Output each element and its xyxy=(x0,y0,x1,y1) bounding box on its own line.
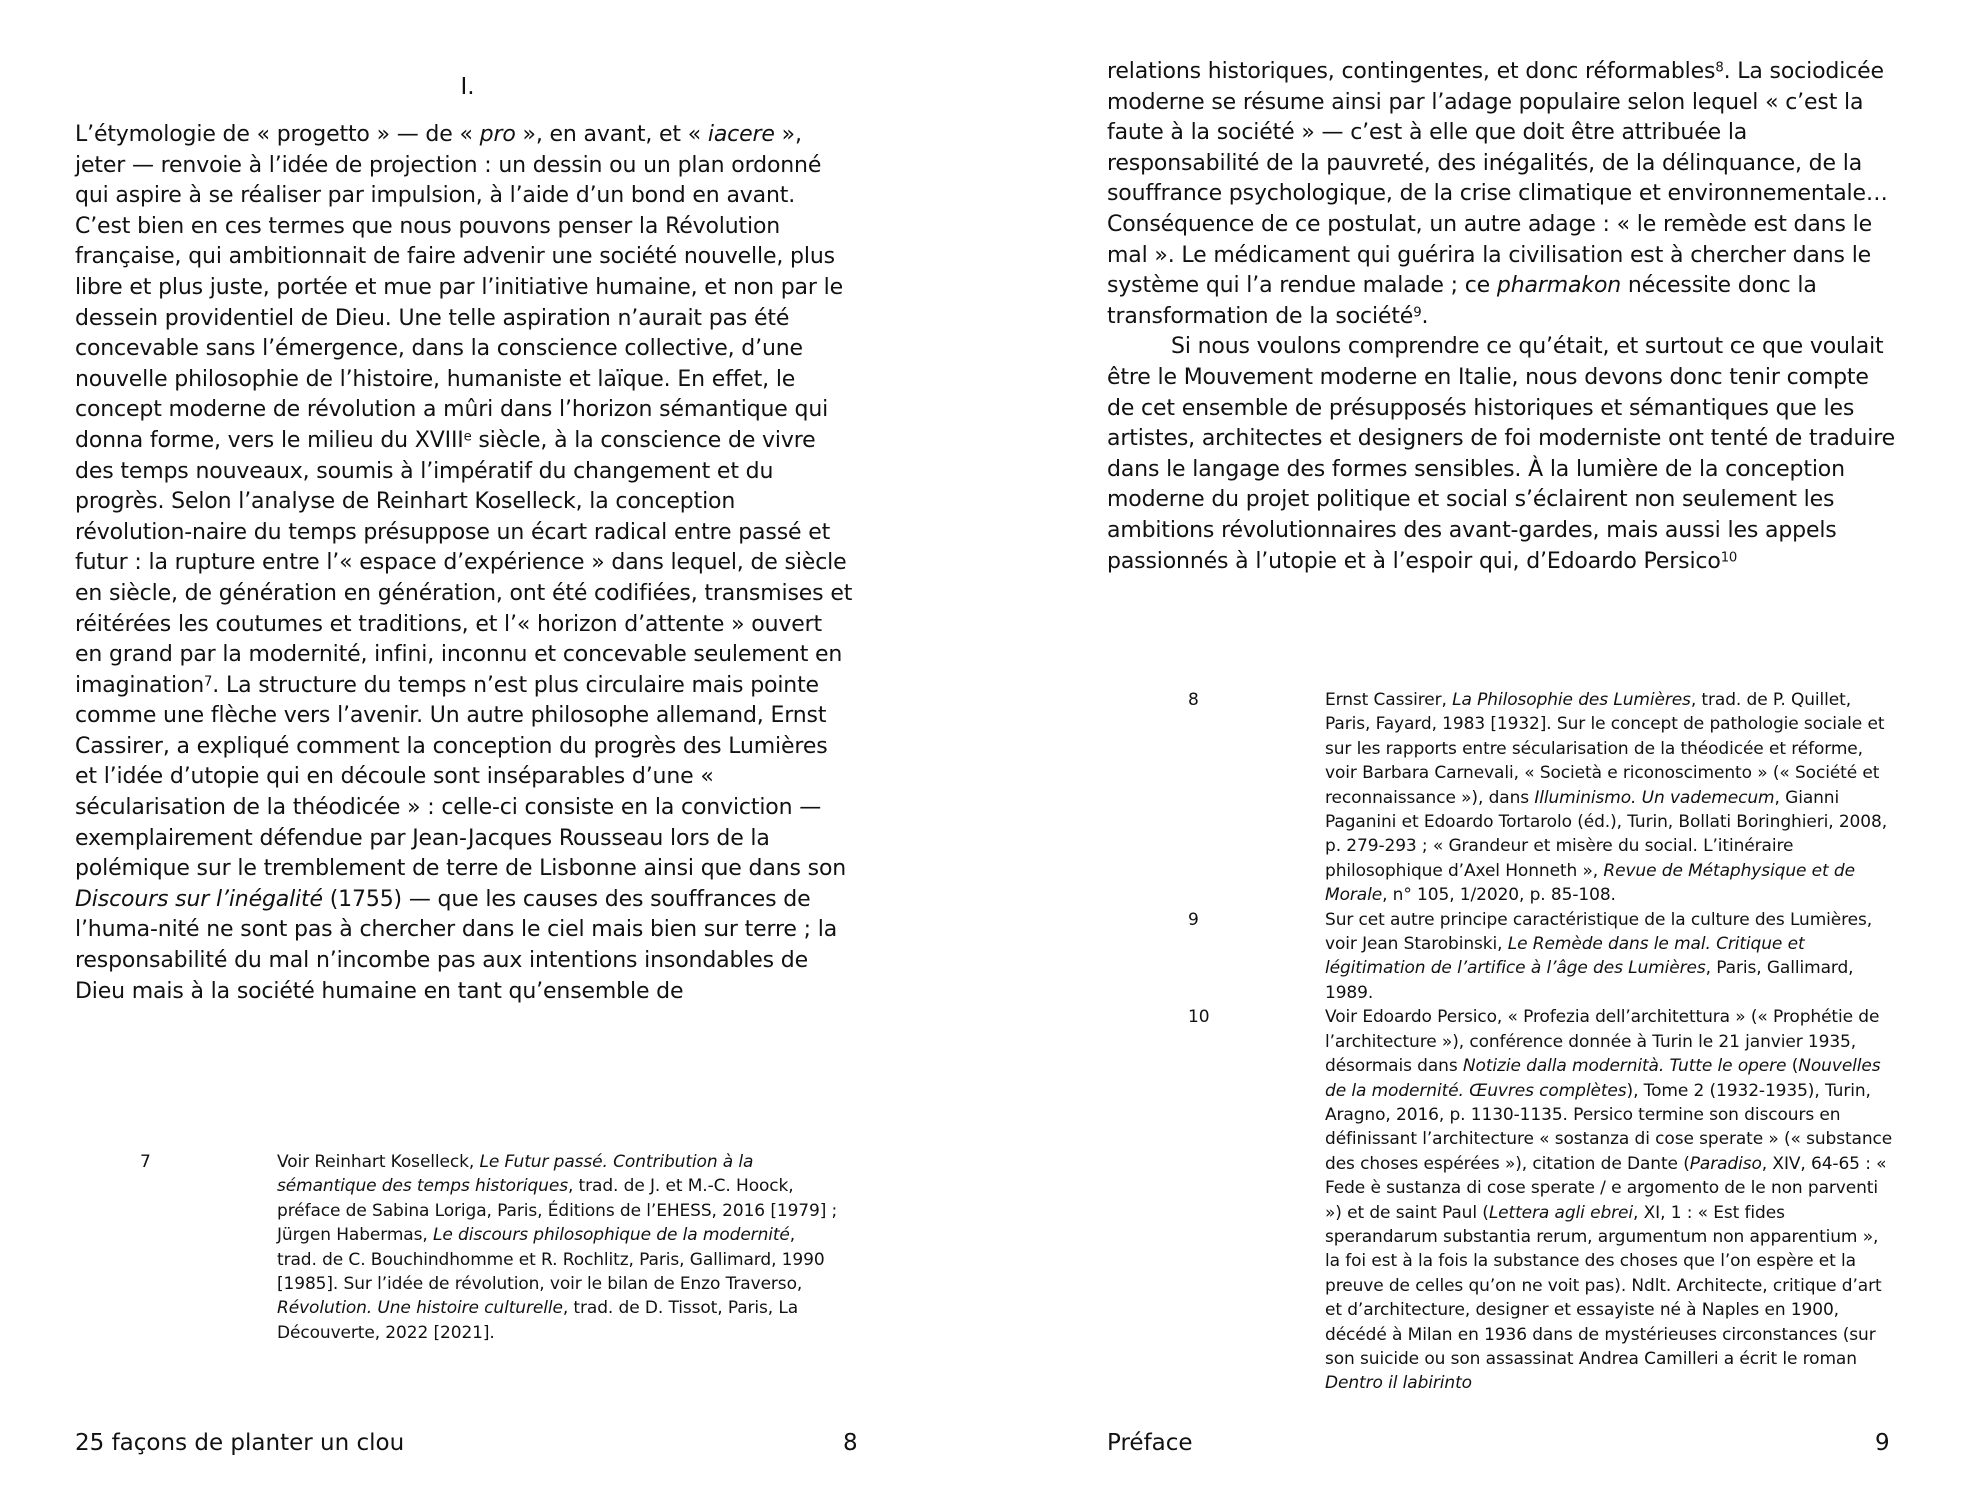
footnote-8 xyxy=(1188,688,1894,908)
footnote-number: 7 xyxy=(140,1152,151,1172)
running-head-left: 25 façons de planter un clou xyxy=(75,1430,405,1456)
right-body-paragraph-1: relations historiques, contingentes, et donc réformables$^8$. La sociodicée moderne se résume ainsi par l’adage populaire selon lequel « c’est la faute à la société » — c’est à elle que doit être attribuée la responsabilité de la pauvreté, des inégalités, de la délinquance, de la souffrance psychologique, de la crise climatique et environnementale… Conséquence de ce postulat, un autre adage : « le remède est dans le mal ». Le médicament qui guérira la civilisation est à chercher dans le système qui l’a rendue malade ; ce pharmakon nécessite donc la transformation de la société$^9$. xyxy=(1107,59,1888,329)
page-number-right: 9 xyxy=(1875,1430,1890,1456)
right-page xyxy=(984,0,1968,1496)
running-head-right: Préface xyxy=(1107,1430,1193,1456)
right-body-paragraph-2: Si nous voulons comprendre ce qu’était, et surtout ce que voulait être le Mouvement moderne en Italie, nous devons donc tenir compte de cet ensemble de présupposés historiques et sémantiques que les artistes, architectes et designers de foi moderniste ont tenté de traduire dans le langage des formes sensibles. À la lumière de la conception moderne du projet politique et social s’éclairent non seulement les ambitions révolutionnaires des avant-gardes, mais aussi les appels passionnés à l’utopie et à l’espoir qui, d’Edoardo Persico$^{10}$ xyxy=(1107,334,1896,574)
footnote-number: 8 xyxy=(1188,690,1199,710)
footnote-text: Voir Edoardo Persico, « Profezia dell’architettura » (« Prophétie de l’architecture »), conférence donnée à Turin le 21 janvier 1935, désormais dans Notizie dalla modernità. Tutte le opere (Nouvelles de la modernité. Œuvres complètes), Tome 2 (1932-1935), Turin, Aragno, 2016, p. 1130-1135. Persico termine son discours en définissant l’architecture « sostanza di cose sperate » (« substance des choses espérées »), citation de Dante (Paradiso, XIV, 64-65 : « Fede è sustanza di cose sperate / e argomento de le non parventi ») et de saint Paul (Lettera agli ebrei, XI, 1 : « Est fides sperandarum substantia rerum, argumentum non apparentium », la foi est à la fois la substance des choses que l’on espère et la preuve de celles qu’on ne voit pas). Ndlt. Architecte, critique d’art et d’architecture, designer et essayiste né à Naples en 1900, décédé à Milan en 1936 dans de mystérieuses circonstances (sur son suicide ou son assassinat Andrea Camilleri a écrit le roman Dentro il labirinto xyxy=(1325,1007,1893,1394)
left-footnotes xyxy=(140,1150,840,1345)
footnote-9 xyxy=(1188,908,1894,1006)
left-body-text xyxy=(75,120,853,1007)
footnote-text: Ernst Cassirer, La Philosophie des Lumières, trad. de P. Quillet, Paris, Fayard, 1983 [1932]. Sur le concept de pathologie sociale et sur les rapports entre sécularisation de la théodicée et réforme, voir Barbara Carnevali, « Società e riconoscimento » (« Société et reconnaissance »), dans Illuminismo. Un vademecum, Gianni Paganini et Edoardo Tortarolo (éd.), Turin, Bollati Boringhieri, 2008, p. 279-293 ; « Grandeur et misère du social. L’itinéraire philosophique d’Axel Honneth », Revue de Métaphysique et de Morale, n° 105, 1/2020, p. 85-108. xyxy=(1325,690,1887,906)
left-body-paragraph: L’étymologie de « progetto » — de « pro », en avant, et « iacere », jeter — renvoie à l’idée de projection : un dessin ou un plan ordonné qui aspire à se réaliser par impulsion, à l’aide d’un bond en avant. C’est bien en ces termes que nous pouvons penser la Révolution française, qui ambitionnait de faire advenir une société nouvelle, plus libre et plus juste, portée et mue par l’initiative humaine, et non par le dessein providentiel de Dieu. Une telle aspiration n’aurait pas été concevable sans l’émergence, dans la conscience collective, d’une nouvelle philosophie de l’histoire, humaniste et laïque. En effet, le concept moderne de révolution a mûri dans l’horizon sémantique qui donna forme, vers le milieu du XVIIIe siècle, à la conscience de vivre des temps nouveaux, soumis à l’impératif du changement et du progrès. Selon l’analyse de Reinhart Koselleck, la conception révolution-naire du temps présuppose un écart radical entre passé et futur : la rupture entre l’« espace d’expérience » dans lequel, de siècle en siècle, de génération en génération, ont été codifiées, transmises et réitérées les coutumes et traditions, et l’« horizon d’attente » ouvert en grand par la modernité, infini, inconnu et concevable seulement en imagination$^7$. La structure du temps n’est plus circulaire mais pointe comme une flèche vers l’avenir. Un autre philosophe allemand, Ernst Cassirer, a expliqué comment la conception du progrès des Lumières et l’idée d’utopie qui en découle sont inséparables d’une « sécularisation de la théodicée » : celle-ci consiste en la conviction — exemplairement défendue par Jean-Jacques Rousseau lors de la polémique sur le tremblement de terre de Lisbonne ainsi que dans son Discours sur l’inégalité (1755) — que les causes des souffrances de l’huma-nité ne sont pas à chercher dans le ciel mais bien sur terre ; la responsabilité du mal n’incombe pas aux intentions insondables de Dieu mais à la société humaine en tant qu’ensemble de xyxy=(75,122,853,1004)
right-footnotes xyxy=(1188,688,1894,1396)
page-number-left: 8 xyxy=(843,1430,858,1456)
right-body-text xyxy=(1107,57,1897,577)
chapter-heading: I. xyxy=(460,74,475,100)
footnote-number: 9 xyxy=(1188,909,1199,930)
footnote-number: 10 xyxy=(1188,1007,1210,1028)
footnote-7 xyxy=(140,1150,840,1345)
footnote-10 xyxy=(1188,1005,1894,1396)
footnote-text: Voir Reinhart Koselleck, Le Futur passé. Contribution à la sémantique des temps historiques, trad. de J. et M.-C. Hoock, préface de Sabina Loriga, Paris, Éditions de l’EHESS, 2016 [1979] ; Jürgen Habermas, Le discours philosophique de la modernité, trad. de C. Bouchindhomme et R. Rochlitz, Paris, Gallimard, 1990 [1985]. Sur l’idée de révolution, voir le bilan de Enzo Traverso, Révolution. Une histoire culturelle, trad. de D. Tissot, Paris, La Découverte, 2022 [2021]. xyxy=(277,1152,838,1343)
footnote-text: Sur cet autre principe caractéristique de la culture des Lumières, voir Jean Starobinski, Le Remède dans le mal. Critique et légitimation de l’artifice à l’âge des Lumières, Paris, Gallimard, 1989. xyxy=(1325,909,1873,1003)
